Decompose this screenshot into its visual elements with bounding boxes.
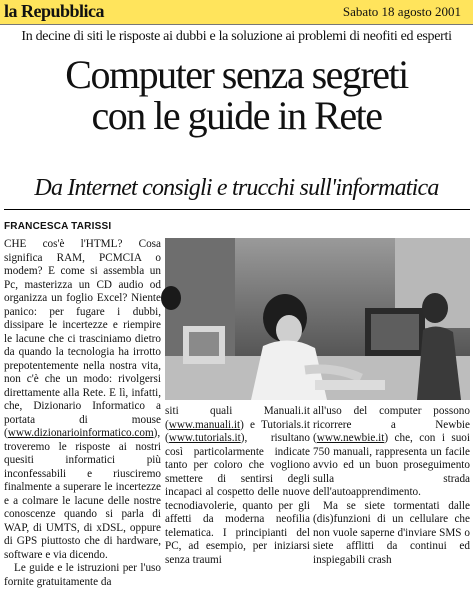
subheadline: Da Internet consigli e trucchi sull'informatica [34, 175, 439, 201]
headline-line-1: Computer senza segreti [65, 52, 408, 97]
text-run: ) che, con i suoi 750 manuali, rappresenta un facile avvio ed un buon proseguimento sulla strada dell'autoapprendimento. [313, 432, 470, 498]
newbie-link[interactable]: www.newbie.it [316, 432, 385, 444]
text-run: ), risultano così particolarmente indicate tanto per coloro che vogliono smettere di sentirsi degli incapaci al cospetto delle nuove tecnodiavolerie, quanto per gli affetti da moderna neofilia telematica. I principianti del PC, ad esempio, per iniziarsi senza traumi [165, 432, 310, 566]
article-column-3 [313, 405, 470, 567]
text-run: ) e Tutorials.it ( [165, 418, 310, 444]
byline: FRANCESCA TARISSI [4, 221, 112, 232]
tutorials-link[interactable]: www.tutorials.it [168, 432, 241, 444]
text-run: siti quali Manuali.it ( [165, 405, 310, 431]
paragraph [4, 238, 161, 562]
manuali-link[interactable]: www.manuali.it [168, 418, 241, 431]
kicker: In decine di siti le risposte ai dubbi e la soluzione ai problemi di neofiti ed esperti [21, 29, 452, 44]
headline [0, 54, 473, 136]
classroom-photo-illustration [165, 238, 470, 400]
text-run: ), troveremo le risposte ai nostri quesiti informatici più inconfessabili e riusciremo finalmente a superare le incertezze e a colmare le lacune delle nostre conoscenze quando si parla di WAP, di UMTS, di xDSL, oppure di GPS piuttosto che di hardware, software e via dicendo. [4, 427, 161, 561]
article-column-1 [4, 238, 161, 589]
text-run: all'uso del computer possono ricorrere a Newbie ( [313, 405, 470, 444]
text-run: CHE cos'è l'HTML? Cosa significa RAM, PCMCIA o modem? E come si assembla un Pc, masterizza un CD audio od organizza un foglio Excel? Niente panico: per fugare i dubbi, dissipare le incertezze e riempire le lacune che ci trasciniamo dietro da quando la tecnologia ha irrotto prepotentemente nella nostra vita, non c'è che un modo: rivolgersi direttamente alla Rete. E lì, infatti, che, Dizionario Informatico a portata di mouse ( [4, 238, 161, 439]
paragraph [165, 405, 310, 567]
masthead-bar [0, 0, 473, 25]
article-column-2 [165, 405, 310, 567]
divider-rule [4, 209, 470, 210]
paragraph: Ma se siete tormentati dalle (dis)funzioni di un cellulare che non vuole saperne d'inviare SMS o siete afflitti da continui ed inspiegabili crash [313, 499, 470, 566]
dizionario-link[interactable]: www.dizionarioinformatico.com [7, 427, 154, 439]
masthead: la Repubblica [4, 1, 105, 21]
paragraph [313, 405, 470, 500]
publication-date: Sabato 18 agosto 2001 [342, 4, 461, 19]
headline-line-2: con le guide in Rete [91, 93, 382, 138]
article-photo [165, 238, 470, 400]
paragraph: Le guide e le istruzioni per l'uso fornite gratuitamente da [4, 562, 161, 588]
